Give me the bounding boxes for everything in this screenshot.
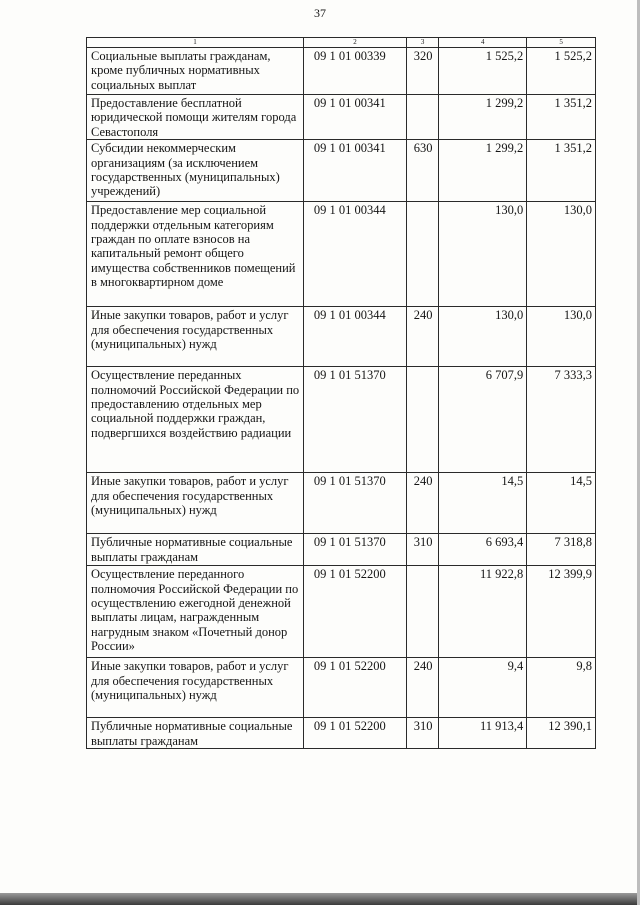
column-header: 2 [303,38,406,48]
row-name-cell: Предоставление мер социальной поддержки отдельным категориям граждан по оплате взносов на капитальный ремонт общего имущества собственников помещений в многоквартирном доме [87,202,304,307]
row-expense-type-cell: 630 [406,140,438,202]
row-code-cell: 09 1 01 51370 [303,473,406,534]
table-row [87,95,596,140]
row-amount-2-cell: 7 318,8 [527,534,596,566]
row-code-cell: 09 1 01 00341 [303,95,406,140]
row-amount-1-cell: 130,0 [439,202,527,307]
table-row [87,140,596,202]
row-amount-1-cell: 14,5 [439,473,527,534]
table-row [87,534,596,566]
row-name-cell: Иные закупки товаров, работ и услуг для обеспечения государственных (муниципальных) нужд [87,473,304,534]
row-name-cell: Публичные нормативные социальные выплаты гражданам [87,718,304,749]
row-amount-2-cell: 9,8 [527,658,596,718]
table-row [87,202,596,307]
row-code-cell: 09 1 01 00341 [303,140,406,202]
row-name-cell: Осуществление переданного полномочия Российской Федерации по осуществлению ежегодной денежной выплаты лицам, награжденным нагрудным знаком «Почетный донор России» [87,566,304,658]
row-expense-type-cell: 240 [406,473,438,534]
row-amount-2-cell: 130,0 [527,307,596,367]
row-amount-1-cell: 11 922,8 [439,566,527,658]
row-amount-1-cell: 6 707,9 [439,367,527,473]
table-body [87,48,596,749]
row-amount-1-cell: 9,4 [439,658,527,718]
row-expense-type-cell: 320 [406,48,438,95]
row-amount-1-cell: 1 299,2 [439,140,527,202]
row-name-cell: Публичные нормативные социальные выплаты гражданам [87,534,304,566]
row-amount-2-cell: 1 351,2 [527,95,596,140]
row-name-cell: Субсидии некоммерческим организациям (за исключением государственных (муниципальных) учреждений) [87,140,304,202]
column-number-row [87,38,596,48]
row-code-cell: 09 1 01 52200 [303,658,406,718]
row-expense-type-cell: 240 [406,307,438,367]
row-name-cell: Иные закупки товаров, работ и услуг для обеспечения государственных (муниципальных) нужд [87,658,304,718]
row-code-cell: 09 1 01 51370 [303,534,406,566]
row-code-cell: 09 1 01 00339 [303,48,406,95]
row-expense-type-cell: 240 [406,658,438,718]
row-expense-type-cell: 310 [406,718,438,749]
table-row [87,718,596,749]
column-header: 4 [439,38,527,48]
row-expense-type-cell: 310 [406,534,438,566]
row-amount-2-cell: 7 333,3 [527,367,596,473]
row-expense-type-cell [406,566,438,658]
row-amount-1-cell: 130,0 [439,307,527,367]
row-amount-2-cell: 12 390,1 [527,718,596,749]
row-expense-type-cell [406,95,438,140]
row-name-cell: Осуществление переданных полномочий Российской Федерации по предоставлению отдельных мер социальной поддержки граждан, подвергшихся воздействию радиации [87,367,304,473]
row-amount-1-cell: 1 299,2 [439,95,527,140]
row-code-cell: 09 1 01 00344 [303,202,406,307]
budget-table [86,37,596,749]
column-header: 1 [87,38,304,48]
row-amount-2-cell: 130,0 [527,202,596,307]
row-amount-1-cell: 1 525,2 [439,48,527,95]
table-row [87,367,596,473]
table-row [87,48,596,95]
column-header: 3 [406,38,438,48]
row-code-cell: 09 1 01 52200 [303,718,406,749]
table-row [87,473,596,534]
row-expense-type-cell [406,202,438,307]
row-expense-type-cell [406,367,438,473]
row-code-cell: 09 1 01 51370 [303,367,406,473]
row-code-cell: 09 1 01 52200 [303,566,406,658]
row-amount-2-cell: 14,5 [527,473,596,534]
scan-bottom-edge [0,893,640,905]
table-row [87,658,596,718]
row-name-cell: Социальные выплаты гражданам, кроме публичных нормативных социальных выплат [87,48,304,95]
column-header: 5 [527,38,596,48]
row-amount-2-cell: 1 351,2 [527,140,596,202]
row-amount-2-cell: 12 399,9 [527,566,596,658]
row-amount-1-cell: 6 693,4 [439,534,527,566]
table-row [87,307,596,367]
row-name-cell: Предоставление бесплатной юридической помощи жителям города Севастополя [87,95,304,140]
row-amount-2-cell: 1 525,2 [527,48,596,95]
row-code-cell: 09 1 01 00344 [303,307,406,367]
row-name-cell: Иные закупки товаров, работ и услуг для обеспечения государственных (муниципальных) нужд [87,307,304,367]
page-number: 37 [314,6,326,20]
table-row [87,566,596,658]
row-amount-1-cell: 11 913,4 [439,718,527,749]
